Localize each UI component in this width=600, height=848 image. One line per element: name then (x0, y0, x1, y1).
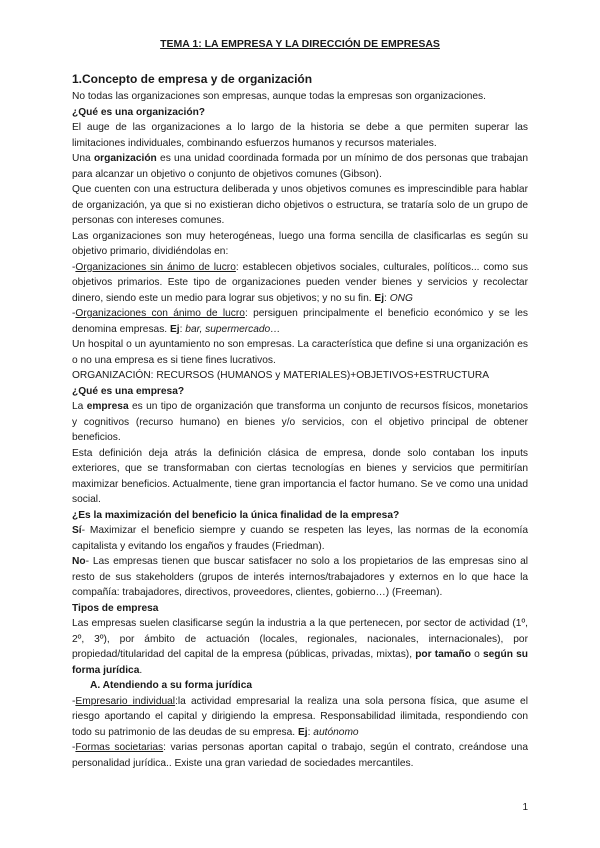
intro-paragraph: No todas las organizaciones son empresas, aunque todas la empresas son organizaciones. (72, 91, 486, 102)
term: Formas societarias (75, 742, 164, 753)
list-item-for-profit: -Organizaciones con ánimo de lucro: persiguen principalmente el beneficio económico y se les denomina empresas. Ej: bar, supermercado… (72, 308, 528, 335)
subheading-legal-form: A. Atendiendo a su forma jurídica (90, 680, 253, 691)
term: Organizaciones sin ánimo de lucro (75, 261, 236, 273)
section-heading: 1.Concepto de empresa y de organización (72, 71, 313, 86)
paragraph: Las organizaciones son muy heterogéneas, luego una forma sencilla de clasificarlas es según su objetivo primario, dividiéndolas en: (72, 230, 528, 257)
paragraph: El auge de las organizaciones a lo largo de la historia se debe a que permiten superar las limitaciones individuales, combinando esfuerzos humanos y recursos materiales. (72, 122, 528, 149)
answer-no: No- Las empresas tienen que buscar satisfacer no solo a los propietarios de las empresas sino al resto de sus stakeholders (grupos de interés internos/trabajadores y externos en lo que hace la compañía: trabajadores, directivos, proveedores, clientes, gobierno…) (Freeman). (72, 556, 528, 598)
example: ONG (389, 292, 413, 304)
answer-yes: Sí- Maximizar el beneficio siempre y cuando se respeten las leyes, las normas de la economía capitalista y evitando los engaños y fraudes (Friedman). (72, 525, 528, 552)
question-company: ¿Qué es una empresa? (72, 385, 185, 397)
term: Organizaciones con ánimo de lucro (75, 308, 245, 319)
term: empresa (86, 401, 129, 412)
list-item-individual: -Empresario individual:la actividad empresarial la realiza una sola persona física, que asume el riesgo aportando el capital y dirigiendo la empresa. Responsabilidad ilimitada, respondiendo con todo su patrimonio de las deudas de su empresa. Ej: autónomo (72, 695, 528, 738)
definition-company: La empresa es un tipo de organización que transforma un conjunto de recursos físicos, monetarios y cognitivos (recurso humano) en bienes y/o servicios, con el objetivo principal de obtener beneficios. (72, 401, 528, 443)
paragraph: Esta definición deja atrás la definición clásica de empresa, donde solo contaban los inputs exteriores, que se transformaban con ciertas tecnologías en bienes y servicios que permitirían maximizar beneficios. Actualmente, tiene gran importancia el factor humano. Se ve como una unidad social. (72, 447, 528, 505)
term: organización (93, 153, 157, 164)
heading-company-types: Tipos de empresa (72, 602, 159, 614)
question-profit: ¿Es la maximización del beneficio la única finalidad de la empresa? (72, 509, 400, 521)
list-item-non-profit: -Organizaciones sin ánimo de lucro: establecen objetivos sociales, culturales, políticos... como sus objetivos primarios. Este tipo de organizaciones pueden vender bienes y servicios y recolectar dinero, siendo este un medio para lograr sus objetivos; y no su fin. Ej: ONG (72, 261, 528, 304)
example: bar, supermercado… (185, 323, 281, 335)
example: autónomo (313, 726, 359, 738)
formula: ORGANIZACIÓN: RECURSOS (HUMANOS y MATERIALES)+OBJETIVOS+ESTRUCTURA (72, 370, 489, 381)
list-item-societary: -Formas societarias: varias personas aportan capital o trabajo, según el contrato, creándose una personalidad jurídica.. Existe una gran variedad de sociedades mercantiles. (72, 742, 528, 769)
paragraph: Un hospital o un ayuntamiento no son empresas. La característica que define si una organización es o no una empresa es si tiene fines lucrativos. (72, 339, 528, 366)
definition-organization: Una organización es una unidad coordinada formada por un mínimo de dos personas que trabajan para alcanzar un objetivo o conjunto de objetivos comunes (Gibson). (72, 153, 528, 180)
question-organization: ¿Qué es una organización? (72, 106, 206, 118)
paragraph: Que cuenten con una estructura deliberada y unos objetivos comunes es imprescindible para hablar de organización, ya que si no existieran dicho objetivos o estructura, se trataría solo de un grupo de personas con intereses comunes. (72, 184, 528, 226)
term: Empresario individual (75, 695, 176, 707)
document-title: TEMA 1: LA EMPRESA Y LA DIRECCIÓN DE EMPRESAS (160, 38, 440, 50)
document-page (72, 37, 528, 771)
page-number: 1 (522, 802, 528, 813)
paragraph: Las empresas suelen clasificarse según la industria a la que pertenecen, por sector de actividad (1º, 2º, 3º), por ámbito de actuación (locales, regionales, nacionales, internacionales), por propiedad/titularidad del capital de la empresa (públicas, privadas, mixtas), por tamaño o según su forma jurídica. (72, 618, 528, 676)
